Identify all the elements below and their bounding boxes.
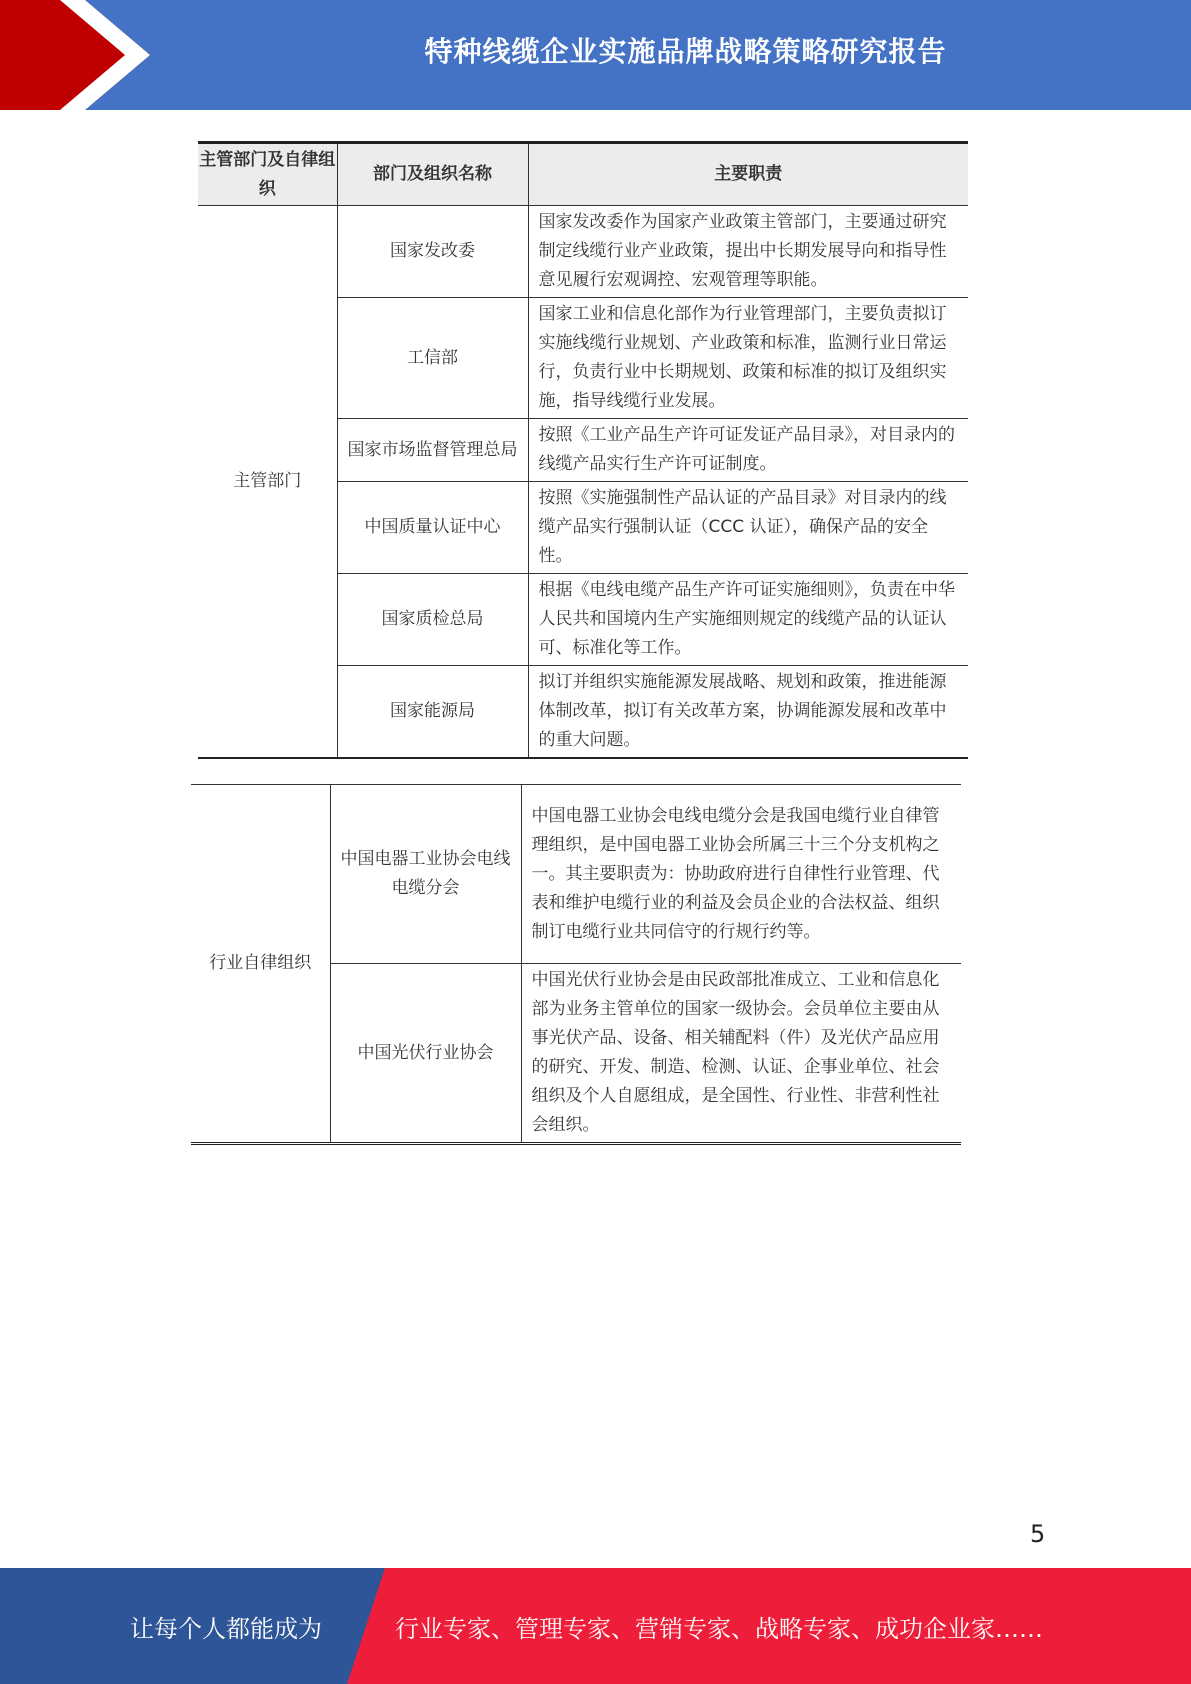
header-duty: 主要职责 <box>528 143 968 206</box>
org-duty: 拟订并组织实施能源发展战略、规划和政策，推进能源体制改革，拟订有关改革方案，协调能源发展和改革中的重大问题。 <box>528 666 968 759</box>
org-name: 工信部 <box>337 298 528 419</box>
org-duty: 按照《工业产品生产许可证发证产品目录》，对目录内的线缆产品实行生产许可证制度。 <box>528 419 968 482</box>
org-duty: 中国电器工业协会电线电缆分会是我国电缆行业自律管理组织，是中国电器工业协会所属三十三个分支机构之一。其主要职责为：协助政府进行自律性行业管理、代表和维护电缆行业的利益及会员企业的合法权益、组织制订电缆行业共同信守的行规行约等。 <box>521 785 961 964</box>
self-regulatory-table <box>191 784 961 1145</box>
org-name: 中国电器工业协会电线电缆分会 <box>330 785 521 964</box>
chevron-icon <box>0 0 200 110</box>
org-name: 国家市场监督管理总局 <box>337 419 528 482</box>
org-name: 中国光伏行业协会 <box>330 964 521 1144</box>
org-name: 国家质检总局 <box>337 574 528 666</box>
page-footer <box>0 1568 1191 1684</box>
header-name: 部门及组织名称 <box>337 143 528 206</box>
page-header <box>0 0 1191 110</box>
org-duty: 中国光伏行业协会是由民政部批准成立、工业和信息化部为业务主管单位的国家一级协会。会员单位主要由从事光伏产品、设备、相关辅配料（件）及光伏产品应用的研究、开发、制造、检测、认证、企事业单位、社会组织及个人自愿组成，是全国性、行业性、非营利性社会组织。 <box>521 964 961 1144</box>
header-category: 主管部门及自律组织 <box>198 143 337 206</box>
report-title: 特种线缆企业实施品牌战略策略研究报告 <box>424 35 947 68</box>
category-cell: 行业自律组织 <box>191 785 330 1144</box>
footer-slogan-left: 让每个人都能成为 <box>130 1614 322 1643</box>
category-cell: 主管部门 <box>198 206 337 759</box>
org-duty: 根据《电线电缆产品生产许可证实施细则》，负责在中华人民共和国境内生产实施细则规定的线缆产品的认证认可、标准化等工作。 <box>528 574 968 666</box>
org-name: 中国质量认证中心 <box>337 482 528 574</box>
footer-slogan-right: 行业专家、管理专家、营销专家、战略专家、成功企业家…… <box>395 1614 1043 1643</box>
org-name: 国家发改委 <box>337 206 528 298</box>
page-number: 5 <box>1030 1520 1046 1548</box>
org-duty: 国家发改委作为国家产业政策主管部门，主要通过研究制定线缆行业产业政策，提出中长期发展导向和指导性意见履行宏观调控、宏观管理等职能。 <box>528 206 968 298</box>
regulator-table <box>198 141 968 759</box>
org-name: 国家能源局 <box>337 666 528 759</box>
org-duty: 按照《实施强制性产品认证的产品目录》对目录内的线缆产品实行强制认证（CCC 认证），确保产品的安全性。 <box>528 482 968 574</box>
org-duty: 国家工业和信息化部作为行业管理部门，主要负责拟订实施线缆行业规划、产业政策和标准，监测行业日常运行，负责行业中长期规划、政策和标准的拟订及组织实施，指导线缆行业发展。 <box>528 298 968 419</box>
